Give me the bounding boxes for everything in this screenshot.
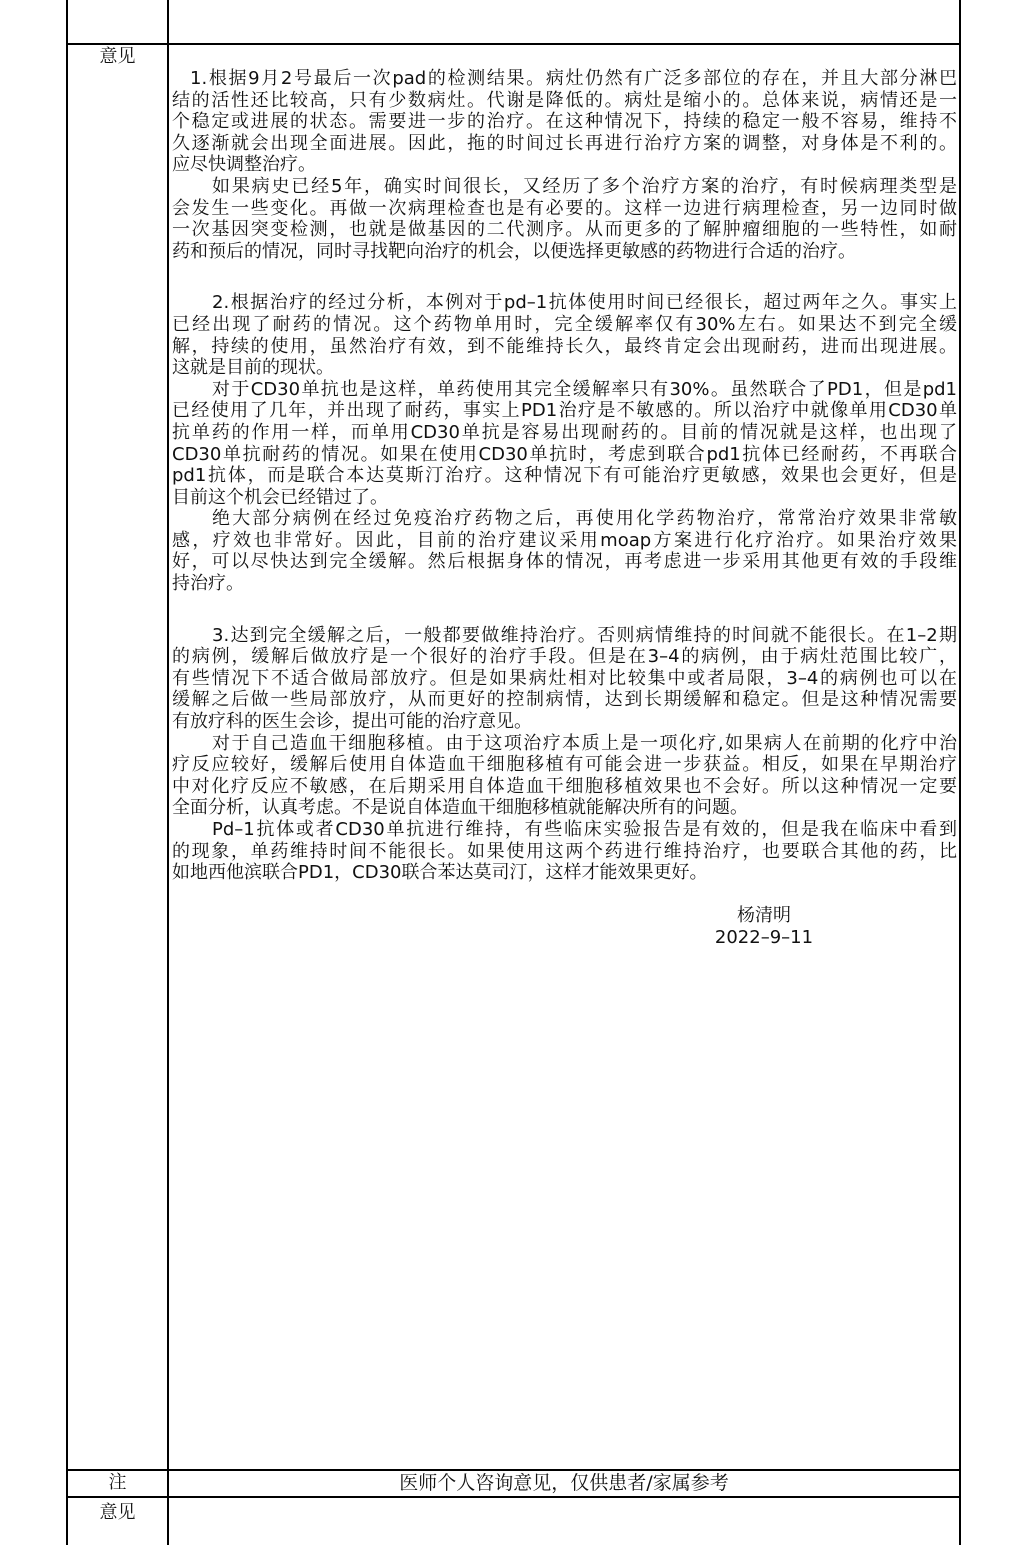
opinion-text-line: CD30单抗耐药的情况。如果在使用CD30单抗时，考虑到联合pd1抗体已经耐药，不再联合 [172,443,957,465]
opinion-text-line: 的现象，单药维持时间不能很长。如果使用这两个药进行维持治疗，也要联合其他的药，比 [172,840,957,862]
note-text: 医师个人咨询意见，仅供患者/家属参考 [399,1472,729,1494]
note-label: 注 [108,1472,127,1493]
opinion-text-line: 好，可以尽快达到完全缓解。然后根据身体的情况，再考虑进一步采用其他更有效的手段维 [172,551,957,573]
opinion-text-line: 2.根据治疗的经过分析，本例对于pd–1抗体使用时间已经很长，超过两年之久。事实上 [212,292,957,314]
section-spacer [172,262,957,292]
signature-block [172,905,957,948]
opinion-paragraph [172,508,957,594]
opinion-text-line: 有些情况下不适合做局部放疗。但是如果病灶相对比较集中或者局限，3–4的病例也可以在 [172,667,957,689]
opinion-text-line: 这就是目前的现状。 [172,357,334,379]
signature-name: 杨清明 [737,905,791,927]
row-divider [66,43,961,45]
opinion-text-line: 感，疗效也非常好。因此，目前的治疗建议采用moap方案进行化疗治疗。如果治疗效果 [172,529,957,551]
opinion-text-line: 疗反应较好，缓解后使用自体造血干细胞移植有可能会进一步获益。相反，如果在早期治疗 [172,754,957,776]
opinion-text-line: 会发生一些变化。再做一次病理检查也是有必要的。这样一边进行病理检查，另一边同时做 [172,197,957,219]
opinion-text-line: Pd–1抗体或者CD30单抗进行维持，有些临床实验报告是有效的，但是我在临床中看到 [212,819,957,840]
opinion-paragraph [172,379,957,509]
row-divider [66,1469,961,1471]
opinion-text-line: 对于CD30单抗也是这样，单药使用其完全缓解率只有30%。虽然联合了PD1，但是pd1 [212,378,957,400]
opinion-text-line: 已经出现了耐药的情况。这个药物单用时，完全缓解率仅有30%左右。如果达不到完全缓 [172,313,957,335]
opinion-paragraph [172,625,957,733]
opinion-text-line: 已经使用了几年，并出现了耐药，事实上PD1治疗是不敏感的。所以治疗中就像单用CD30单 [172,400,957,422]
row-divider [66,1496,961,1498]
opinion-text-line: 结的活性还比较高，只有少数病灶。代谢是降低的。病灶是缩小的。总体来说，病情还是一 [172,89,957,111]
opinion-text-line: 有放疗科的医生会诊，提出可能的治疗意见。 [172,711,532,733]
signature-spacer [172,884,957,906]
opinion-text-line: 目前这个机会已经错过了。 [172,486,388,508]
opinion-text-line: 药和预后的情况，同时寻找靶向治疗的机会，以便选择更敏感的药物进行合适的治疗。 [172,240,856,262]
opinion-text-line: 如地西他滨联合PD1，CD30联合苯达莫司汀，这样才能效果更好。 [172,862,708,884]
opinion-text-line: 一次基因突变检测，也就是做基因的二代测序。从而更多的了解肿瘤细胞的一些特性，如耐 [172,219,957,241]
opinion-paragraph [172,819,957,884]
opinion-text-line: 全面分析，认真考虑。不是说自体造血干细胞移植就能解决所有的问题。 [172,797,748,819]
opinion-text-line: 1.根据9月2号最后一次pad的检测结果。病灶仍然有广泛多部位的存在，并且大部分淋巴 [190,68,957,89]
opinion-text-line: 中对化疗反应不敏感，在后期采用自体造血干细胞移植效果也不会好。所以这种情况一定要 [172,775,957,797]
opinion-paragraph [172,176,957,262]
opinion-text-line: 抗单药的作用一样，而单用CD30单抗是容易出现耐药的。目前的情况就是这样，也出现了 [172,421,957,443]
section-spacer [172,595,957,625]
next-opinion-label: 意见 [99,1502,136,1523]
table-left-border [66,0,68,1545]
opinion-text-line: 缓解之后做一些局部放疗，从而更好的控制病情，达到长期缓解和稳定。但是这种情况需要 [172,689,957,711]
opinion-text-line: pd1抗体，而是联合本达莫斯汀治疗。这种情况下有可能治疗更敏感，效果也会更好，但是 [172,465,957,487]
opinion-text-line: 久逐渐就会出现全面进展。因此，拖的时间过长再进行治疗方案的调整，对身体是不利的。 [172,132,957,154]
table-right-border [959,0,961,1545]
opinion-text-line: 个稳定或进展的状态。需要进一步的治疗。在这种情况下，持续的稳定一般不容易，维持不 [172,111,957,133]
opinion-paragraph [172,733,957,819]
opinion-text-line: 3.达到完全缓解之后，一般都要做维持治疗。否则病情维持的时间就不能很长。在1–2期 [212,624,957,646]
opinion-text-line: 绝大部分病例在经过免疫治疗药物之后，再使用化学药物治疗，常常治疗效果非常敏 [212,508,957,530]
opinion-text-line: 的病例，缓解后做放疗是一个很好的治疗手段。但是在3–4的病例，由于病灶范围比较广， [172,646,957,668]
opinion-label: 意见 [99,46,136,67]
signature-date: 2022–9–11 [714,926,814,948]
opinion-text-line: 对于自己造血干细胞移植。由于这项治疗本质上是一项化疗,如果病人在前期的化疗中治 [212,732,957,754]
opinion-text-line: 如果病史已经5年，确实时间很长，又经历了多个治疗方案的治疗，有时候病理类型是 [212,175,957,197]
opinion-text-line: 应尽快调整治疗。 [172,154,316,176]
opinion-content [169,68,959,949]
opinion-text-line: 持治疗。 [172,573,244,595]
opinion-text-line: 解，持续的使用，虽然治疗有效，到不能维持长久，最终肯定会出现耐药，进而出现进展。 [172,335,957,357]
opinion-paragraph [172,292,957,378]
opinion-paragraph [172,68,957,176]
